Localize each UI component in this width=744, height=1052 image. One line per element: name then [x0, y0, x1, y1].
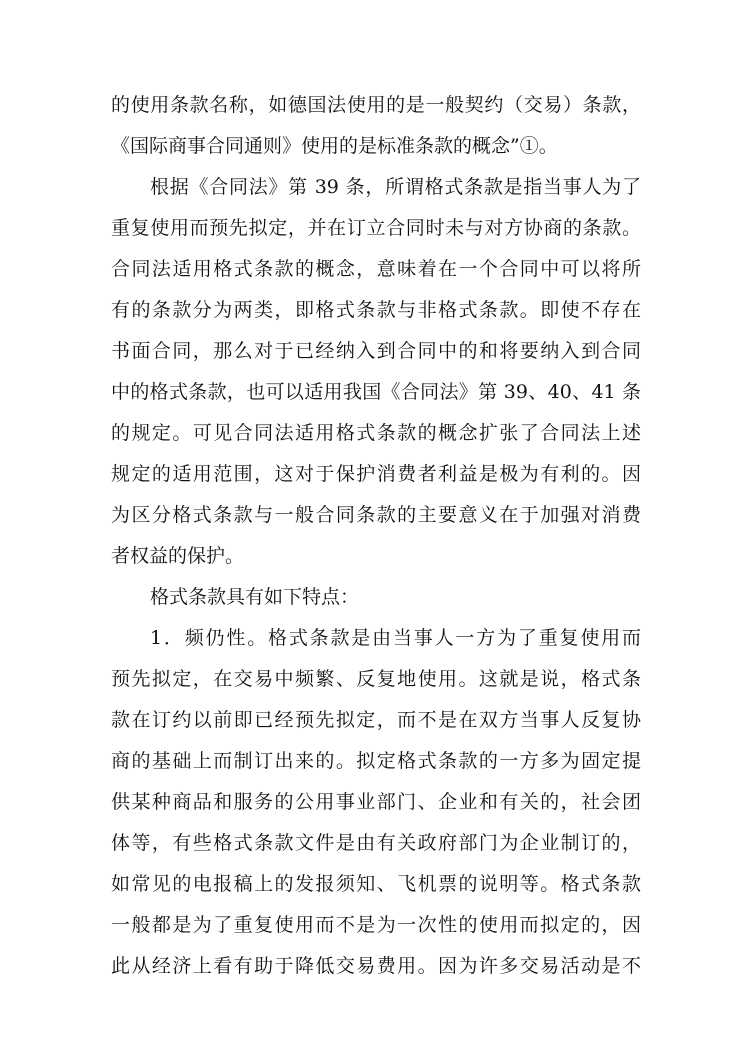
text-line: 预先拟定，在交易中频繁、反复地使用。这就是说，格式条 [111, 668, 641, 690]
text-line: 者权益的保护。 [111, 545, 245, 567]
text-line: 规定的适用范围，这对于保护消费者利益是极为有利的。因 [111, 463, 641, 485]
text-line: 的使用条款名称，如德国法使用的是一般契约（交易）条款， [111, 94, 641, 116]
text-line: 书面合同，那么对于已经纳入到合同中的和将要纳入到合同 [111, 340, 641, 362]
text-line: 重复使用而预先拟定，并在订立合同时未与对方协商的条款。 [111, 217, 641, 239]
text-line: 中的格式条款，也可以适用我国《合同法》第 39、40、41 条 [111, 381, 641, 403]
text-line: 《国际商事合同通则》使用的是标准条款的概念”①。 [111, 135, 558, 157]
text-line: 有的条款分为两类，即格式条款与非格式条款。即使不存在 [111, 299, 641, 321]
text-line: 合同法适用格式条款的概念，意味着在一个合同中可以将所 [111, 258, 641, 280]
text-line: 根据《合同法》第 39 条，所谓格式条款是指当事人为了 [150, 176, 641, 198]
text-line: 一般都是为了重复使用而不是为一次性的使用而拟定的，因 [111, 914, 641, 936]
text-line: 为区分格式条款与一般合同条款的主要意义在于加强对消费 [111, 504, 641, 526]
text-line: 1．频仍性。格式条款是由当事人一方为了重复使用而 [150, 627, 641, 649]
text-line: 供某种商品和服务的公用事业部门、企业和有关的，社会团 [111, 791, 641, 813]
text-line: 的规定。可见合同法适用格式条款的概念扩张了合同法上述 [111, 422, 641, 444]
text-line: 如常见的电报稿上的发报须知、飞机票的说明等。格式条款 [111, 873, 641, 895]
text-line: 商的基础上而制订出来的。拟定格式条款的一方多为固定提 [111, 750, 641, 772]
text-line: 此从经济上看有助于降低交易费用。因为许多交易活动是不 [111, 955, 641, 977]
text-line: 体等，有些格式条款文件是由有关政府部门为企业制订的， [111, 832, 641, 854]
text-line: 款在订约以前即已经预先拟定，而不是在双方当事人反复协 [111, 709, 641, 731]
text-line: 格式条款具有如下特点： [150, 586, 360, 608]
